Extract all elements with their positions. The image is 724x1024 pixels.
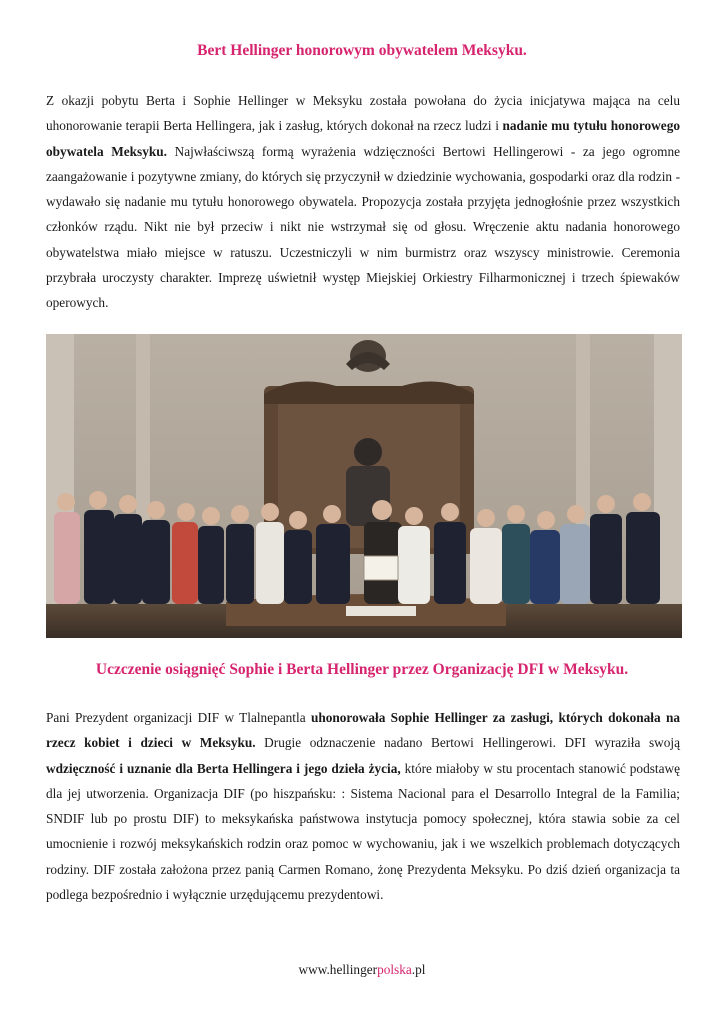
ceremony-photo <box>46 334 682 638</box>
section-title-honorary-citizen: Bert Hellinger honorowym obywatelem Meksyku. <box>197 42 527 59</box>
text-run: Najwłaściwszą formą wyrażenia wdzięczności Bertowi Hellingerowi - za jego ogromne zaangażowanie i pozytywne zmiany, do których się przyczynił w dziedzinie wychowania, gospodarki oraz dla rodzin - wydawało się nadanie mu tytułu honorowego obywatela. Propozycja została przyjęta jednogłośnie przez wszystkich członków rządu. Nikt nie był przeciw i nikt nie wstrzymał się od głosu. Wręczenie aktu nadania honorowego obywatelstwa miało miejsce w ratuszu. Uczestniczyli w nim burmistrz oraz wszyscy ministrowie. Ceremonia przybrała uroczysty charakter. Imprezę uświetnił występ Miejskiej Orkiestry Filharmonicznej i trzech śpiewaków operowych. <box>46 143 680 311</box>
paragraph-honorary-citizen <box>46 88 680 316</box>
text-run: Drugie odznaczenie nadano Bertowi Hellingerowi. DFI wyraziła swoją <box>255 735 680 751</box>
bold-text-run: nadanie mu tytułu honorowego obywatela Meksyku. <box>46 118 680 159</box>
text-run: Pani Prezydent organizacji DIF w Tlalnepantla <box>46 710 311 725</box>
footer-prefix: www.hellinger <box>298 962 378 977</box>
text-run: które miałoby w stu procentach stanowić podstawę dla jej utworzenia. Organizacja DIF (po hiszpańsku: : Sistema Nacional para el Desarrollo Integral de la Familia; SNDIF lub po prostu DIF) to meksykańska państwowa instytucja pomocy społecznej, która stawia sobie za cel umocnienie i rozwój meksykańskich rodzin oraz pomoc w wychowaniu, jak i we wszelkich problemach dotyczących rodziny. DIF została założona przez panią Carmen Romano, żonę Prezydenta Meksyku. Po dziś dzień organizacja ta podlega bezpośrednio i wyłącznie urzędującemu prezydentowi. <box>46 760 680 903</box>
text-run: Z okazji pobytu Berta i Sophie Hellinger w Meksyku została powołana do życia inicjatywa mająca na celu uhonorowanie terapii Berta Hellingera, jak i zasług, których dokonał na rzecz ludzi i <box>46 93 680 134</box>
bold-text-run: uhonorowała Sophie Hellinger za zasługi, których dokonała na rzecz kobiet i dzieci w Meksyku. <box>46 710 680 751</box>
section-title-dif-honor: Uczczenie osiągnięć Sophie i Berta Hellinger przez Organizację DFI w Meksyku. <box>95 661 629 678</box>
ceremony-photo-illustration <box>46 334 682 638</box>
paragraph-dif-honor <box>46 705 680 907</box>
bold-text-run: wdzięczność i uznanie dla Berta Hellingera i jego dzieła życia, <box>46 760 401 776</box>
footer-suffix: .pl <box>411 962 426 977</box>
footer-accent: polska <box>377 962 412 977</box>
footer-website-link[interactable] <box>0 962 724 978</box>
